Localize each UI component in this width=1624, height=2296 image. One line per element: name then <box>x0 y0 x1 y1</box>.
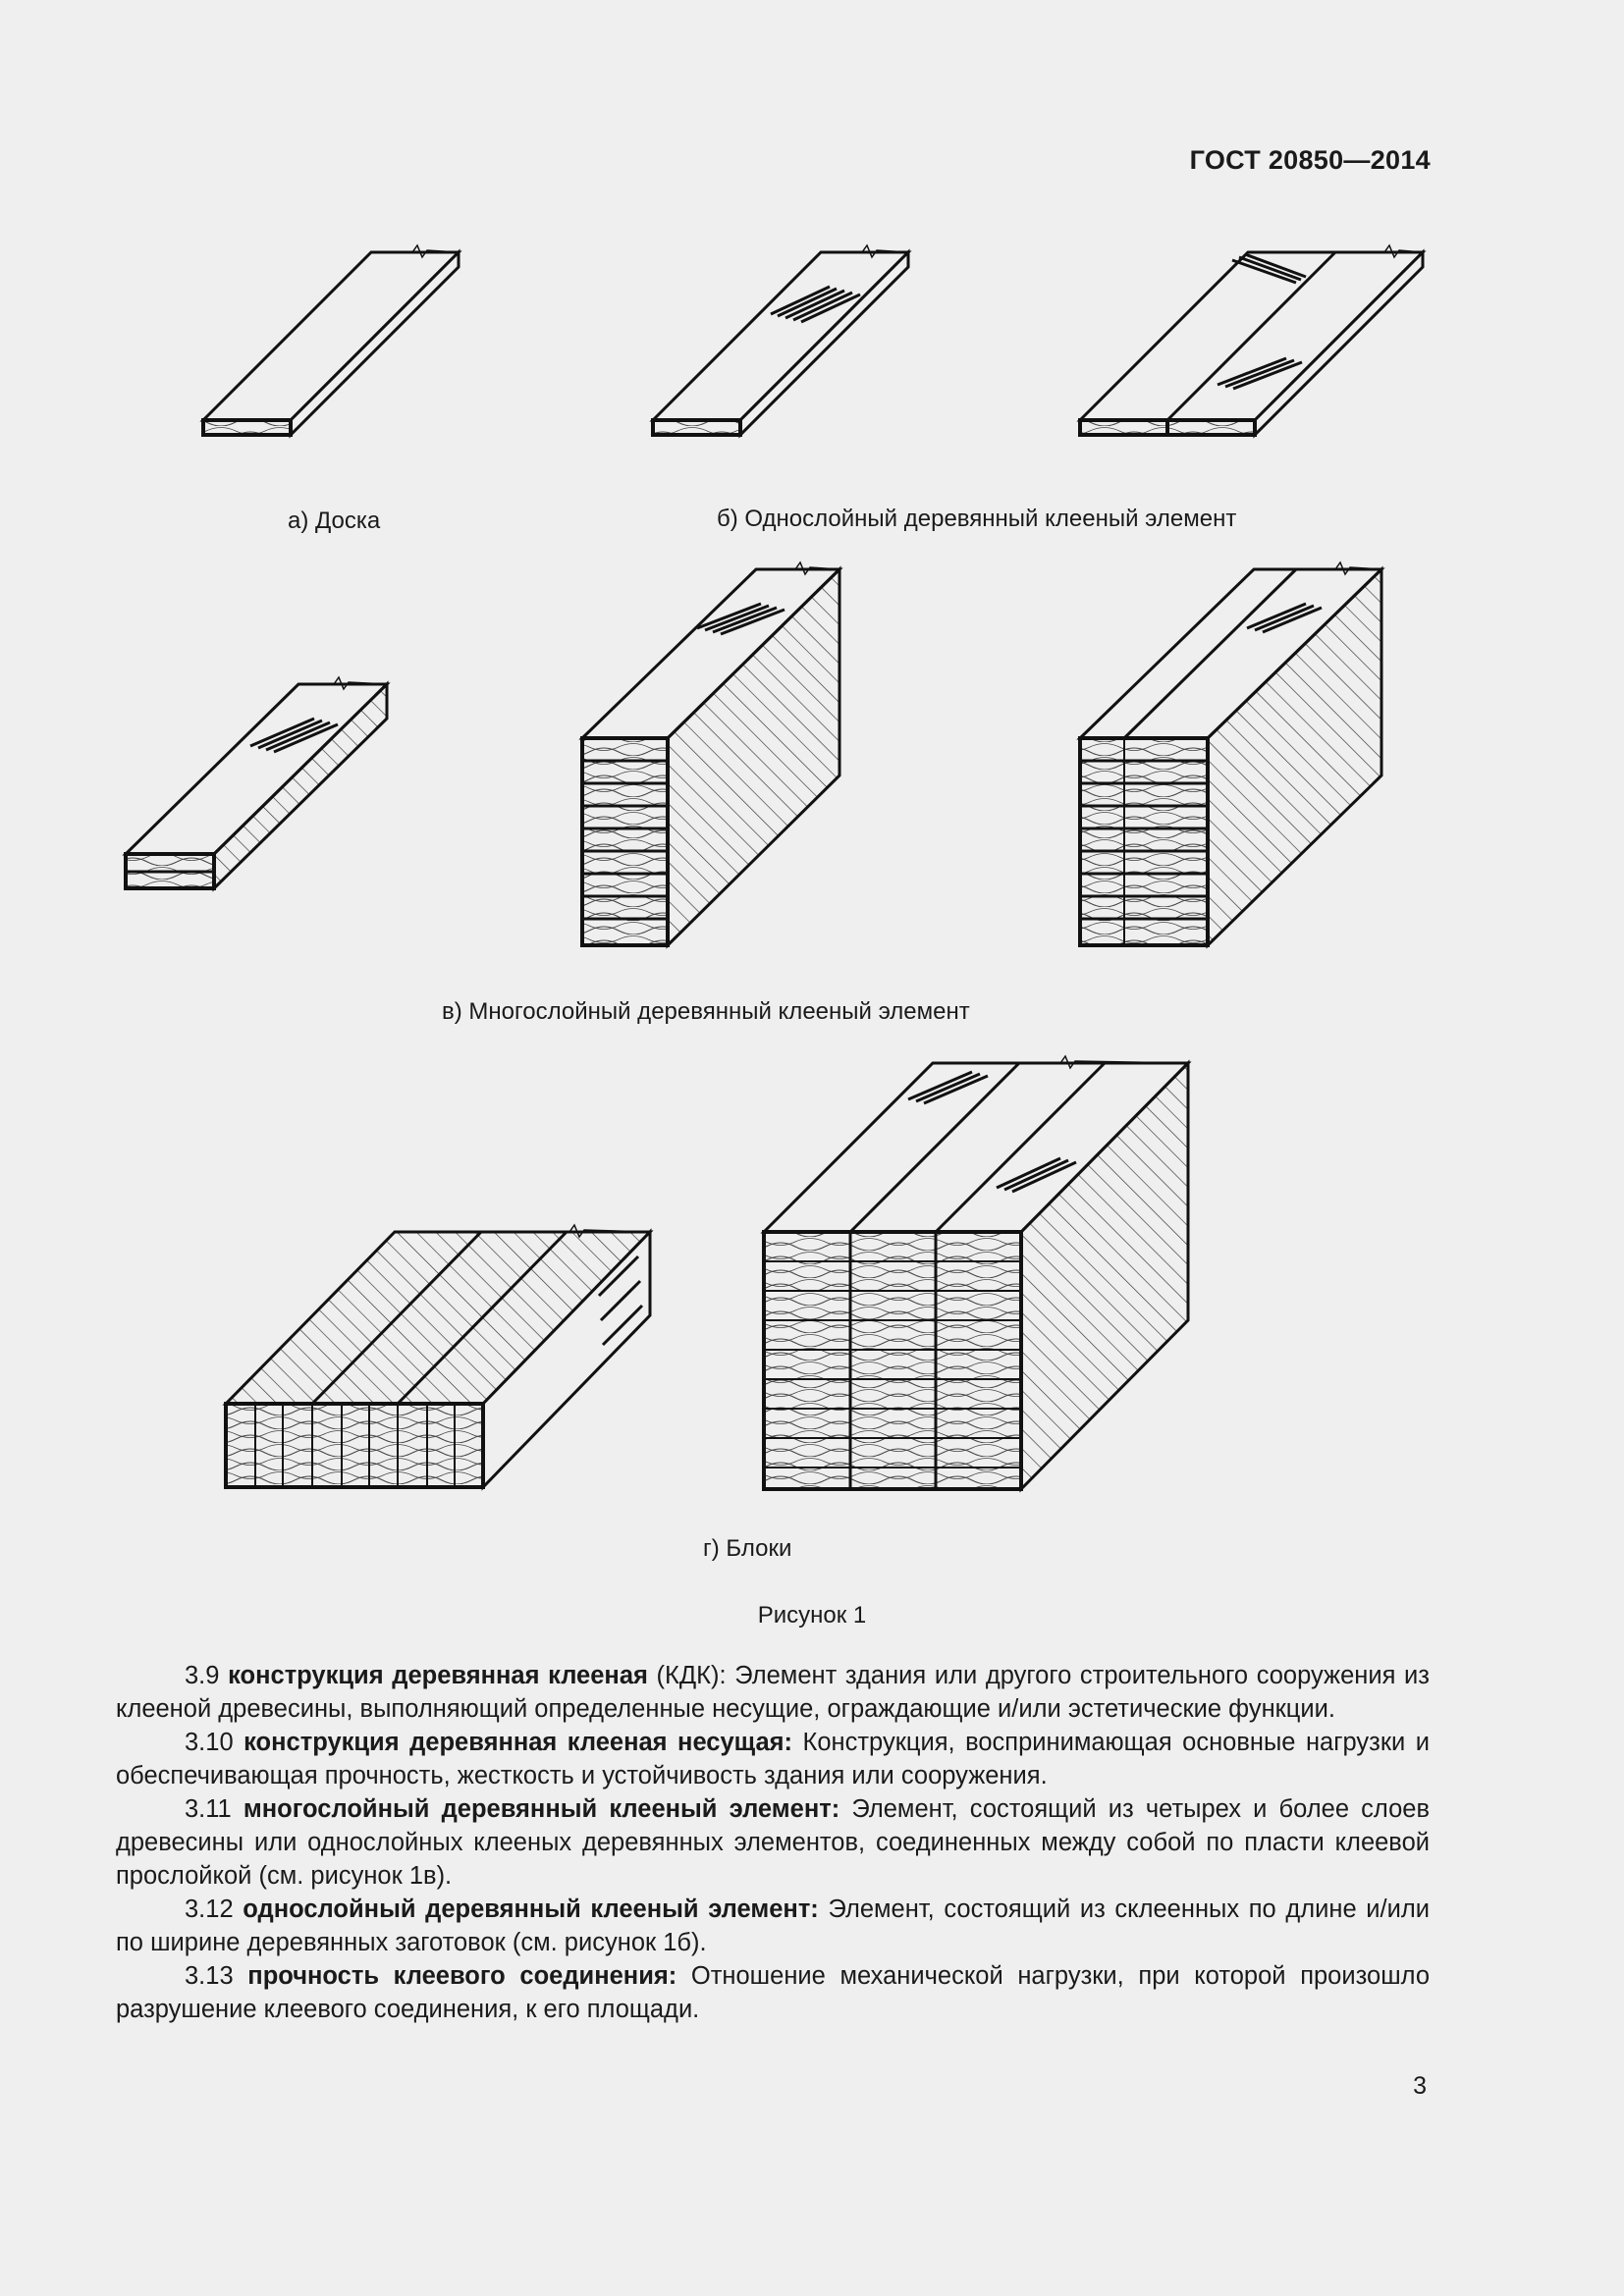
figure-a-board <box>203 245 459 435</box>
clause-number: 3.10 <box>185 1729 234 1756</box>
definition: Элемент, состоящий из четырех и более слоев древесины или однослойных клееных деревянных элементов, соединенных между собой по пласти клеевой прослойкой (см. рисунок 1в). <box>116 1795 1430 1890</box>
term: прочность клеевого соединения: <box>247 1962 677 1990</box>
definition-3-11 <box>116 1792 1430 1893</box>
definition: Конструкция, воспринимающая основные нагрузки и обеспечивающая прочность, жесткость и устойчивость здания или сооружения. <box>116 1729 1430 1789</box>
figure-g-block-1 <box>226 1225 650 1487</box>
document-header: ГОСТ 20850—2014 <box>1189 145 1431 175</box>
caption-a: а) Доска <box>288 507 381 534</box>
figure-v-multilayer-1 <box>126 677 387 888</box>
definitions-text <box>116 1659 1430 2026</box>
term: однослойный деревянный клееный элемент: <box>243 1896 819 1923</box>
definition-3-12 <box>116 1893 1430 1959</box>
figure-v-multilayer-3 <box>1080 562 1381 945</box>
term: конструкция деревянная клееная <box>228 1662 648 1689</box>
figure-g-block-2 <box>764 1056 1188 1489</box>
definition-3-10 <box>116 1726 1430 1792</box>
figure-b-single-layer-1 <box>653 245 908 435</box>
definition-3-9 <box>116 1659 1430 1726</box>
definition-3-13 <box>116 1959 1430 2026</box>
caption-g: г) Блоки <box>703 1535 792 1562</box>
caption-v: в) Многослойный деревянный клееный элемент <box>442 998 970 1025</box>
figure-v-multilayer-2 <box>582 562 839 945</box>
clause-number: 3.9 <box>185 1662 220 1689</box>
caption-b: б) Однослойный деревянный клееный элемент <box>717 506 1237 532</box>
clause-number: 3.13 <box>185 1962 234 1990</box>
clause-number: 3.11 <box>185 1795 232 1823</box>
page-number: 3 <box>1413 2072 1427 2100</box>
definition: Элемент, состоящий из склеенных по длине и/или по ширине деревянных заготовок (см. рисунок 1б). <box>116 1896 1430 1956</box>
term: многослойный деревянный клееный элемент: <box>243 1795 840 1823</box>
figure-title: Рисунок 1 <box>757 1602 867 1629</box>
clause-number: 3.12 <box>185 1896 234 1923</box>
term: конструкция деревянная клееная несущая: <box>244 1729 793 1756</box>
definition: Отношение механической нагрузки, при которой произошло разрушение клеевого соединения, к его площади. <box>116 1962 1430 2023</box>
definition: (КДК): Элемент здания или другого строительного сооружения из клееной древесины, выполняющий определенные несущие, ограждающие и/или эстетические функции. <box>116 1662 1430 1723</box>
figure-b-single-layer-2 <box>1080 245 1423 435</box>
